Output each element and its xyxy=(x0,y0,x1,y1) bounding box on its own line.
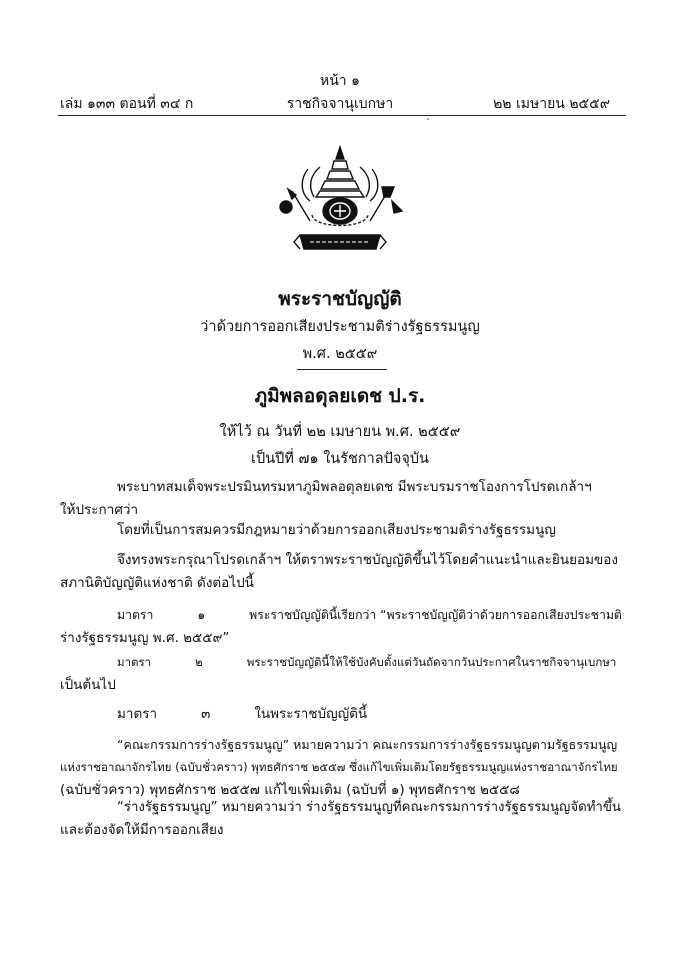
section-label: มาตรา xyxy=(117,706,158,722)
page-number: หน้า ๑ xyxy=(320,73,360,89)
paragraph-line: เป็นต้นไป xyxy=(60,677,116,693)
section-line xyxy=(60,703,622,726)
section-text: พระราชบัญญัตินี้ให้ใช้บังคับตั้งแต่วันถัดจากวันประกาศในราชกิจจานุเบกษา xyxy=(246,655,617,669)
section-number: ๒ xyxy=(195,655,203,669)
section-2 xyxy=(60,651,622,697)
definition-committee xyxy=(60,733,622,802)
paragraph-line: แห่งราชอาณาจักรไทย (ฉบับชั่วคราว) พุทธศักราช ๒๕๕๗ ซึ่งแก้ไขเพิ่มเติมโดยรัฐธรรมนูญแห่งราชอาณาจักรไทย xyxy=(60,760,618,774)
enactment-paragraph xyxy=(60,549,622,595)
royal-emblem-icon xyxy=(270,145,410,255)
section-3 xyxy=(60,703,622,726)
section-text: ในพระราชบัญญัตินี้ xyxy=(254,706,368,722)
king-name: ภูมิพลอดุลยเดช ป.ร. xyxy=(254,385,426,407)
paragraph-line: และต้องจัดให้มีการออกเสียง xyxy=(60,822,224,838)
given-date: ให้ไว้ ณ วันที่ ๒๒ เมษายน พ.ศ. ๒๕๕๙ xyxy=(219,424,461,440)
paragraph-line: โดยที่เป็นการสมควรมีกฎหมายว่าด้วยการออกเสียงประชามติร่างรัฐธรรมนูญ xyxy=(117,522,556,538)
stray-mark: ` xyxy=(426,118,431,129)
paragraph-line: จึงทรงพระกรุณาโปรดเกล้าฯ ให้ตราพระราชบัญญัติขึ้นไว้โดยคำแนะนำและยินยอมของ xyxy=(117,552,618,568)
section-line xyxy=(60,604,622,627)
paragraph-line: ร่างรัฐธรรมนูญ พ.ศ. ๒๕๕๙” xyxy=(60,630,230,646)
paragraph-line: “คณะกรรมการร่างรัฐธรรมนูญ” หมายความว่า คณะกรรมการร่างรัฐธรรมนูญตามรัฐธรรมนูญ xyxy=(117,737,618,752)
section-label: มาตรา xyxy=(117,655,152,669)
preamble-paragraph xyxy=(60,519,622,542)
proclamation-paragraph xyxy=(60,476,622,522)
act-subject: ว่าด้วยการออกเสียงประชามติร่างรัฐธรรมนูญ xyxy=(200,319,480,335)
section-line xyxy=(60,651,622,674)
act-title: พระราชบัญญัติ xyxy=(278,288,402,310)
title-rule xyxy=(297,369,387,370)
section-1 xyxy=(60,604,622,650)
section-text: พระราชบัญญัตินี้เรียกว่า “พระราชบัญญัติว่าด้วยการออกเสียงประชามติ xyxy=(249,608,622,622)
definition-draft xyxy=(60,796,622,842)
paragraph-line: ให้ประกาศว่า xyxy=(60,502,139,518)
paragraph-line: สภานิติบัญญัติแห่งชาติ ดังต่อไปนี้ xyxy=(60,575,254,591)
act-year: พ.ศ. ๒๕๕๙ xyxy=(302,346,378,362)
section-label: มาตรา xyxy=(117,608,154,622)
publication-date: ๒๒ เมษายน ๒๕๕๙ xyxy=(493,96,610,112)
section-number: ๑ xyxy=(197,608,206,622)
paragraph-line: พระบาทสมเด็จพระปรมินทรมหาภูมิพลอดุลยเดช มีพระบรมราชโองการโปรดเกล้าฯ xyxy=(117,479,592,495)
gazette-name: ราชกิจจานุเบกษา xyxy=(286,96,394,112)
header-rule xyxy=(58,115,626,116)
paragraph-line: (ฉบับชั่วคราว) พุทธศักราช ๒๕๕๗ แก้ไขเพิ่มเติม (ฉบับที่ ๑) พุทธศักราช ๒๕๕๘ xyxy=(60,782,520,798)
paragraph-line: “ร่างรัฐธรรมนูญ” หมายความว่า ร่างรัฐธรรมนูญที่คณะกรรมการร่างรัฐธรรมนูญจัดทำขึ้น xyxy=(117,800,621,815)
volume-issue: เล่ม ๑๓๓ ตอนที่ ๓๔ ก xyxy=(60,96,194,112)
section-number: ๓ xyxy=(201,706,211,722)
reign-year: เป็นปีที่ ๗๑ ในรัชกาลปัจจุบัน xyxy=(251,451,429,467)
